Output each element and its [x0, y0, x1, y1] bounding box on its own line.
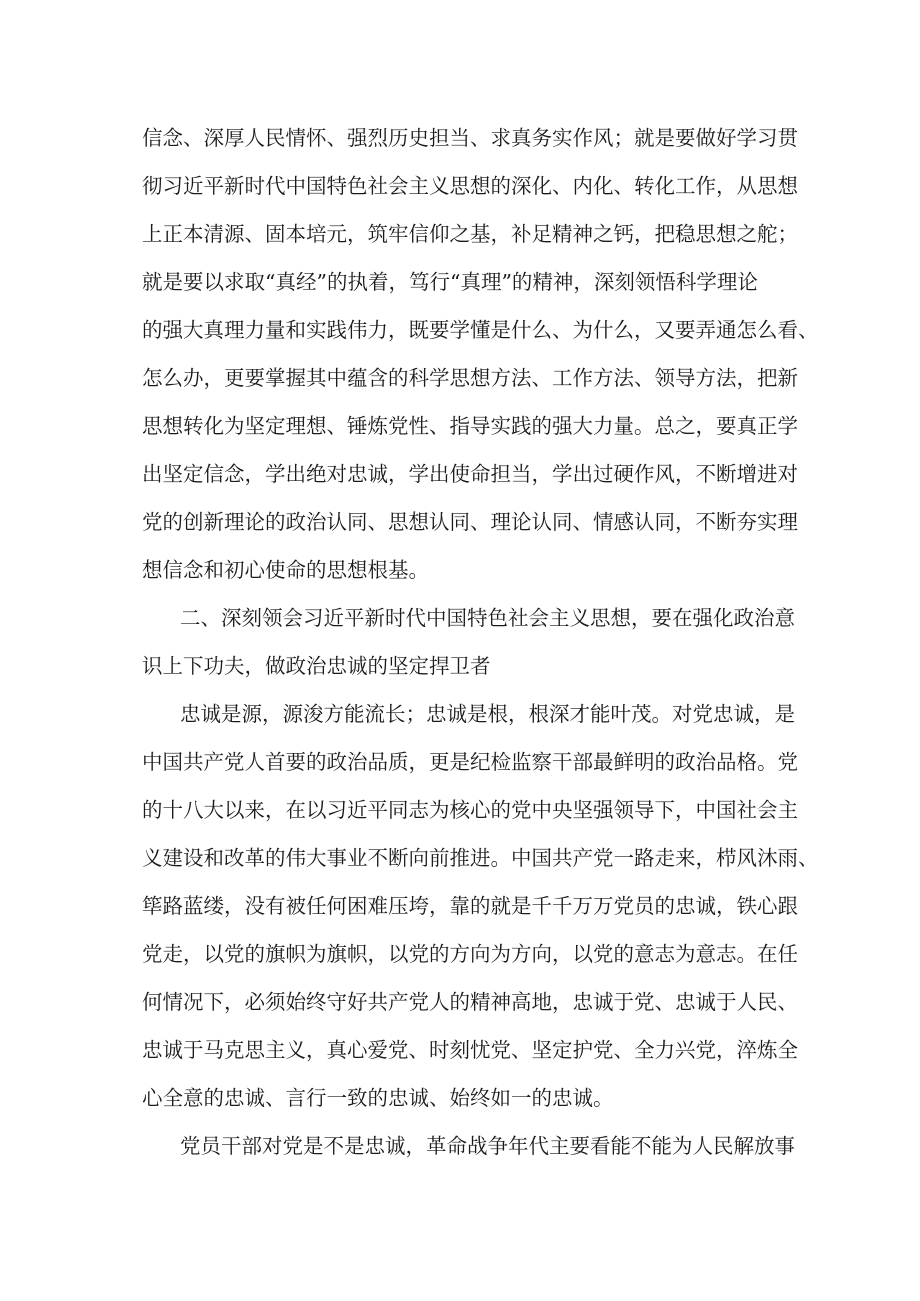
text-line: 想信念和初心使命的思想根基。 — [142, 558, 429, 582]
text-line: 彻习近平新时代中国特色社会主义思想的深化、内化、转化工作，从思想 — [142, 174, 798, 198]
text-line: 筚路蓝缕，没有被任何困难压垮，靠的就是千千万万党员的忠诚，铁心跟 — [142, 894, 798, 918]
text-line: 就是要以求取“真经”的执着，笃行“真理”的精神，深刻领悟科学理论 — [142, 270, 758, 294]
text-line: 思想转化为坚定理想、锤炼党性、指导实践的强大力量。总之，要真正学 — [142, 414, 798, 438]
text-line: 义建设和改革的伟大事业不断向前推进。中国共产党一路走来，栉风沐雨、 — [142, 846, 819, 870]
text-line: 忠诚于马克思主义，真心爱党、时刻忧党、坚定护党、全力兴党，淬炼全 — [142, 1038, 798, 1062]
text-line: 的十八大以来，在以习近平同志为核心的党中央坚强领导下，中国社会主 — [142, 798, 798, 822]
text-line: 怎么办，更要掌握其中蕴含的科学思想方法、工作方法、领导方法，把新 — [142, 366, 798, 390]
text-line: 党的创新理论的政治认同、思想认同、理论认同、情感认同，不断夯实理 — [142, 510, 798, 534]
text-line: 的强大真理力量和实践伟力，既要学懂是什么、为什么，又要弄通怎么看、 — [142, 318, 819, 342]
text-line: 信念、深厚人民情怀、强烈历史担当、求真务实作风；就是要做好学习贯 — [142, 126, 798, 150]
text-line: 上正本清源、固本培元，筑牢信仰之基，补足精神之钙，把稳思想之舵； — [142, 222, 798, 246]
text-line: 党员干部对党是不是忠诚，革命战争年代主要看能不能为人民解放事 — [180, 1134, 795, 1158]
text-line: 党走，以党的旗帜为旗帜，以党的方向为方向，以党的意志为意志。在任 — [142, 942, 798, 966]
text-line: 中国共产党人首要的政治品质，更是纪检监察干部最鲜明的政治品格。党 — [142, 750, 798, 774]
text-line: 出坚定信念，学出绝对忠诚，学出使命担当，学出过硬作风，不断增进对 — [142, 462, 798, 486]
text-line: 何情况下，必须始终守好共产党人的精神高地，忠诚于党、忠诚于人民、 — [142, 990, 798, 1014]
section-heading-line: 识上下功夫，做政治忠诚的坚定捍卫者 — [142, 654, 491, 678]
text-line: 心全意的忠诚、言行一致的忠诚、始终如一的忠诚。 — [142, 1086, 614, 1110]
section-heading-line: 二、深刻领会习近平新时代中国特色社会主义思想，要在强化政治意 — [180, 606, 795, 630]
text-line: 忠诚是源，源浚方能流长；忠诚是根，根深才能叶茂。对党忠诚，是 — [180, 702, 795, 726]
